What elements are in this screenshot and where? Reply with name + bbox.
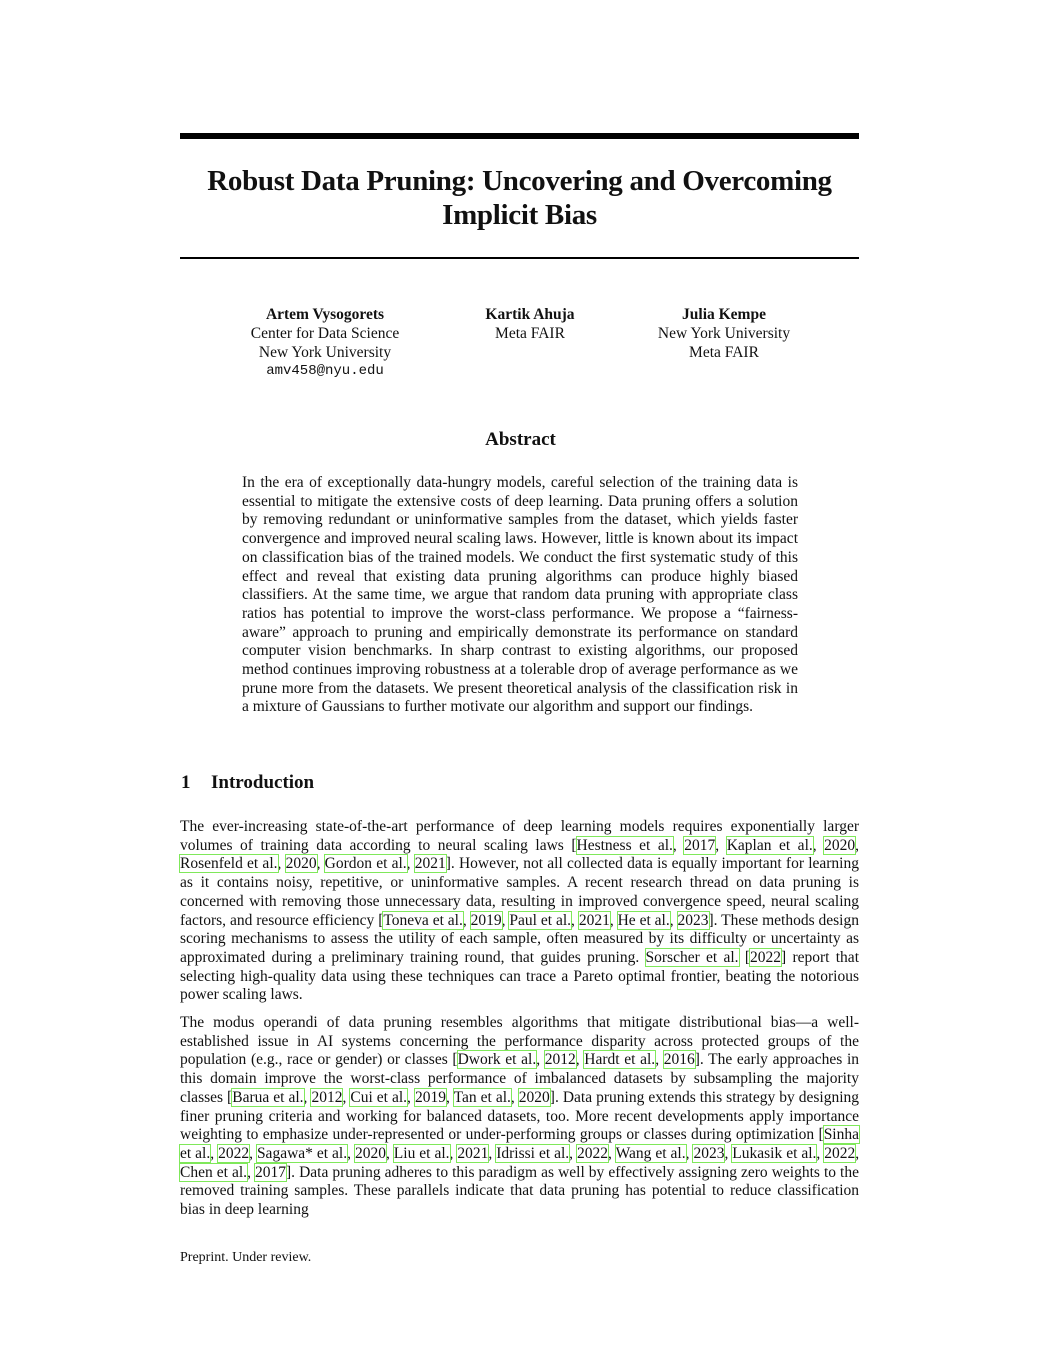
intro-paragraph-2: The modus operandi of data pruning resembles algorithms that mitigate distributional bias—a well-established issue in AI systems concerning the performance disparity across protected groups of the population (e.g., race or gender) or classes [Dwork et al., 2012, Hardt et al., 2016]. The early approaches in this domain improve the worst-class performance of imbalanced datasets by subsampling the majority classes [Barua et al., 2012, Cui et al., 2019, Tan et al., 2020]. Data pruning extends this strategy by designing finer pruning criteria and working for balanced datasets, too. More recent developments apply importance weighting to emphasize under-represented or under-performing groups or classes during optimization [Sinha et al., 2022, Sagawa* et al., 2020, Liu et al., 2021, Idrissi et al., 2022, Wang et al., 2023, Lukasik et al., 2022, Chen et al., 2017]. Data pruning adheres to this paradigm as well by effectively assigning zero weights to the removed training samples. These parallels indicate that data pruning has potential to reduce classification bias in deep learning <box>180 1014 860 1219</box>
citation-link[interactable]: Hestness et al. <box>576 836 673 854</box>
author-affiliation: Meta FAIR <box>689 344 759 361</box>
citation-link[interactable]: 2020 <box>285 855 317 873</box>
citation-link[interactable]: 2017 <box>254 1163 286 1181</box>
citation-link[interactable]: 2021 <box>578 911 610 929</box>
citation-link[interactable]: Chen et al. <box>180 1163 248 1181</box>
citation-link[interactable]: 2022 <box>750 948 782 966</box>
citation-link[interactable]: 2019 <box>414 1088 446 1106</box>
citation-link[interactable]: Sagawa* et al. <box>256 1144 348 1162</box>
citation-link[interactable]: 2022 <box>218 1144 250 1162</box>
author-affiliation: New York University <box>657 325 791 342</box>
title-top-rule <box>180 133 859 139</box>
citation-link[interactable]: 2017 <box>684 836 716 854</box>
citation-link[interactable]: Toneva et al. <box>383 911 463 929</box>
title-bottom-rule <box>180 257 859 259</box>
citation-link[interactable]: 2022 <box>577 1144 609 1162</box>
citation-link[interactable]: 2016 <box>663 1051 695 1069</box>
author-affiliation: Meta FAIR <box>495 325 565 342</box>
citation-link[interactable]: Paul et al. <box>509 911 572 929</box>
citation-link[interactable]: Barua et al. <box>232 1088 304 1106</box>
citation-link[interactable]: Cui et al. <box>350 1088 408 1106</box>
citation-link[interactable]: Sorscher et al. <box>645 948 739 966</box>
citation-link[interactable]: Sinha et al. <box>180 1126 859 1162</box>
citation-link[interactable]: Dwork et al. <box>457 1051 537 1069</box>
author-affiliation: Center for Data Science <box>250 325 400 342</box>
footer-note: Preprint. Under review. <box>180 1250 312 1265</box>
citation-link[interactable]: 2023 <box>677 911 709 929</box>
author-1 <box>225 305 425 381</box>
citation-link[interactable]: 2012 <box>544 1051 576 1069</box>
citation-link[interactable]: 2020 <box>354 1144 386 1162</box>
author-name: Julia Kempe <box>682 306 766 323</box>
citation-link[interactable]: Tan et al. <box>453 1088 511 1106</box>
author-email[interactable]: amv458@nyu.edu <box>266 363 384 379</box>
citation-link[interactable]: Wang et al. <box>615 1144 686 1162</box>
citation-link[interactable]: Gordon et al. <box>324 855 407 873</box>
citation-link[interactable]: Kaplan et al. <box>726 836 813 854</box>
section-heading <box>181 772 314 794</box>
citation-link[interactable]: Lukasik et al. <box>732 1144 817 1162</box>
citation-link[interactable]: He et al. <box>617 911 670 929</box>
abstract-text: In the era of exceptionally data-hungry models, careful selection of the training data is essential to mitigate the extensive costs of deep learning. Data pruning offers a solution by removing redundant or uninformative samples from the dataset, which yields faster convergence and improved neural scaling laws. However, little is known about its impact on classification bias of the trained models. We conduct the first systematic study of this effect and reveal that existing data pruning algorithms can produce highly biased classifiers. At the same time, we argue that random data pruning with appropriate class ratios has potential to improve the worst-class performance. We propose a “fairness-aware” approach to pruning and empirically demonstrate its performance on standard computer vision benchmarks. In sharp contrast to existing algorithms, our proposed method continues improving robustness at a tolerable drop of average performance as we prune more from the datasets. We present theoretical analysis of the classification risk in a mixture of Gaussians to further motivate our algorithm and support our findings. <box>242 474 798 716</box>
author-name: Artem Vysogorets <box>265 306 385 323</box>
citation-link[interactable]: Liu et al. <box>393 1144 450 1162</box>
author-name: Kartik Ahuja <box>485 306 575 323</box>
abstract-heading: Abstract <box>485 429 556 450</box>
author-3 <box>624 305 824 362</box>
section-number: 1 <box>181 772 191 793</box>
citation-link[interactable]: Rosenfeld et al. <box>180 855 278 873</box>
citation-link[interactable]: 2019 <box>470 911 502 929</box>
citation-link[interactable]: 2023 <box>693 1144 725 1162</box>
citation-link[interactable]: 2021 <box>414 855 446 873</box>
citation-link[interactable]: 2020 <box>824 836 856 854</box>
section-title: Introduction <box>211 772 315 793</box>
citation-link[interactable]: 2020 <box>518 1088 550 1106</box>
citation-link[interactable]: 2022 <box>824 1144 856 1162</box>
paper-title: Robust Data Pruning: Uncovering and Overcoming Implicit Bias <box>207 165 832 231</box>
author-affiliation: New York University <box>258 344 392 361</box>
citation-link[interactable]: Hardt et al. <box>584 1051 656 1069</box>
intro-paragraph-1: The ever-increasing state-of-the-art performance of deep learning models requires exponentially larger volumes of training data according to neural scaling laws [Hestness et al., 2017, Kaplan et al., 2020, Rosenfeld et al., 2020, Gordon et al., 2021]. However, not all collected data is equally important for learning as it contains noisy, repetitive, or uninformative samples. A recent research thread on data pruning is concerned with removing those unnecessary data, resulting in improved convergence speed, neural scaling factors, and resource efficiency [Toneva et al., 2019, Paul et al., 2021, He et al., 2023]. These methods design scoring mechanisms to assess the utility of each sample, often measured by its difficulty or uncertainty as approximated during a preliminary training round, that guides pruning. Sorscher et al. [2022] report that selecting high-quality data using these techniques can trace a Pareto optimal frontier, beating the notorious power scaling laws. <box>180 818 860 1004</box>
citation-link[interactable]: 2021 <box>457 1144 489 1162</box>
citation-link[interactable]: 2012 <box>311 1088 343 1106</box>
citation-link[interactable]: Idrissi et al. <box>496 1144 570 1162</box>
author-2 <box>430 305 630 343</box>
